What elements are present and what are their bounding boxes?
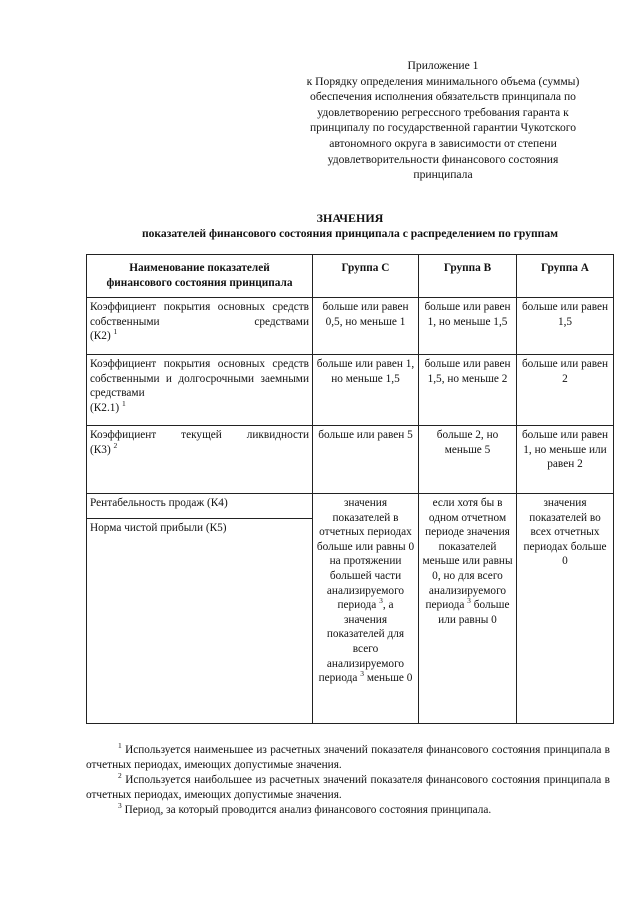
value-group-c: больше или равен 1, но меньше 1,5: [313, 355, 419, 426]
value-group-b-profit: если хотя бы в одном отчетном периоде значения показателей меньше или равны 0, но для всего анализируемого периода $^3$ больше или равны 0: [419, 494, 517, 724]
appendix-line: автономного округа в зависимости от степени: [329, 136, 557, 150]
value-group-a: больше или равен 1, но меньше или равен 2: [517, 426, 614, 494]
value-group-a: больше или равен 2: [517, 355, 614, 426]
appendix-line: к Порядку определения минимального объема (суммы): [306, 74, 580, 88]
header-group-a: Группа A: [517, 255, 614, 298]
footnote-item: $^2$ Используется наибольшее из расчетных значений показателя финансового состояния принципала в отчетных периодах, имеющих допустимые значения.: [86, 771, 610, 801]
value-group-b: больше или равен 1, но меньше 1,5: [419, 298, 517, 355]
table-row: [87, 355, 614, 426]
indicators-table: [86, 254, 614, 724]
indicator-name-k3: Коэффициент текущей ликвидности (К3) $^2$: [87, 426, 313, 494]
appendix-line: обеспечения исполнения обязательств принципала по: [310, 90, 576, 104]
indicator-name-k2-1: Коэффициент покрытия основных средств собственными и долгосрочными заемными средствами (К2.1) $^1$: [87, 355, 313, 426]
indicator-name-k2: Коэффициент покрытия основных средств собственными средствами (К2) $^1$: [87, 298, 313, 355]
appendix-line: удовлетворению регрессного требования гаранта к: [317, 105, 569, 119]
footnote-ref: 2: [113, 440, 118, 450]
indicator-name-k5: Норма чистой прибыли (К5): [87, 519, 313, 724]
value-group-c-profit: значения показателей в отчетных периодах больше или равны 0 на протяжении большей части анализируемого периода $^3$, а значения показателей для всего анализируемого периода $^3$ меньше 0: [313, 494, 419, 724]
header-group-c: Группа C: [313, 255, 419, 298]
header-indicator-name: Наименование показателей финансового состояния принципала: [87, 255, 313, 298]
footnotes: [86, 743, 610, 818]
footnote-item: $^3$ Период, за который проводится анализ финансового состояния принципала.: [118, 801, 492, 816]
value-group-a: больше или равен 1,5: [517, 298, 614, 355]
document-title: ЗНАЧЕНИЯ: [316, 211, 384, 225]
appendix-line: удовлетворительности финансового состояния: [327, 152, 559, 166]
table-row: [87, 298, 614, 355]
value-group-a-profit: значения показателей во всех отчетных периодах больше 0: [517, 494, 614, 724]
document-subtitle: показателей финансового состояния принципала с распределением по группам: [141, 227, 559, 240]
table-row: [87, 426, 614, 494]
footnote-item: $^1$ Используется наименьшее из расчетных значений показателя финансового состояния принципала в отчетных периодах, имеющих допустимые значения.: [86, 741, 611, 771]
header-group-b: Группа B: [419, 255, 517, 298]
appendix-header: [276, 58, 610, 183]
value-group-c: больше или равен 5: [313, 426, 419, 494]
value-group-c: больше или равен 0,5, но меньше 1: [313, 298, 419, 355]
value-group-b: больше 2, но меньше 5: [419, 426, 517, 494]
footnote-ref: 1: [113, 327, 118, 337]
value-group-b: больше или равен 1,5, но меньше 2: [419, 355, 517, 426]
appendix-line: принципалу по государственной гарантии Чукотского: [309, 121, 577, 135]
indicator-name-k4: Рентабельность продаж (К4): [87, 494, 313, 519]
appendix-label: Приложение 1: [407, 59, 479, 72]
table-row: [87, 494, 614, 519]
appendix-line: принципала: [413, 168, 473, 182]
table-header-row: [87, 255, 614, 298]
footnote-ref: 1: [122, 398, 126, 408]
